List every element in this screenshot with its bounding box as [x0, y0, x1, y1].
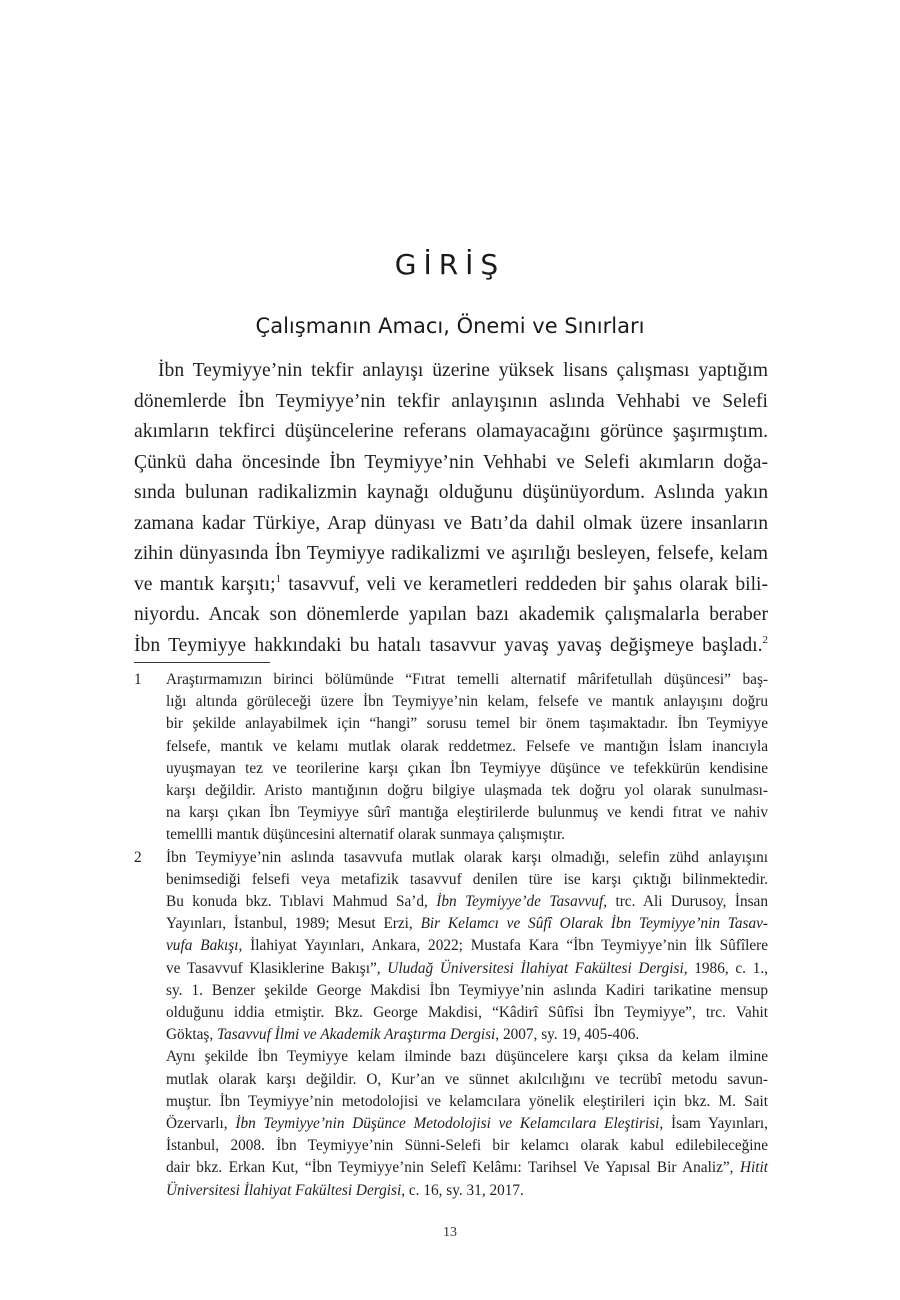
footnote-2-continuation — [134, 1046, 768, 1201]
footnote-line — [166, 1113, 768, 1135]
citation-title: İbn Teymiyye’nin Düşünce Metodolojisi ve Kelamcılara Eleştirisi, — [235, 1115, 664, 1133]
footnote-ref[interactable]: 1 — [275, 572, 282, 585]
footnotes — [134, 669, 768, 1202]
citation-text: Yayınları, İstanbul, 1989; Mesut Erzi, — [166, 915, 413, 933]
citation-title: Üniversitesi İlahiyat Fakültesi Dergisi — [166, 1181, 402, 1199]
page-number: 13 — [443, 1225, 457, 1240]
citation-text: trc. Ali Durusoy, İnsan — [615, 893, 768, 911]
body-line: niyordu. Ancak son dönemlerde yapılan bazı akademik çalışmalarla beraber — [134, 604, 768, 625]
citation-title: Hitit — [739, 1159, 769, 1177]
footnote-line: muştur. İbn Teymiyye’nin metodolojisi ve kelamcılara yönelik eleştirileri için bkz. M. Sait — [166, 1092, 768, 1110]
footnote-line: uyuşmayan tez ve teorilerine karşı çıkan İbn Teymiyye düşünce ve tefekkürün kendisine — [166, 759, 768, 777]
footnote-line: felsefe, mantık ve kelamı mutlak olarak reddetmez. Felsefe ve mantığın İslam inancıyla — [166, 737, 768, 755]
body-line-part: İbn Teymiyye hakkındaki bu hatalı tasavvur yavaş yavaş değişmeye başladı. — [134, 634, 763, 656]
footnote-line — [166, 1157, 768, 1179]
footnote-line: benimsediği felsefi veya metafizik tasavvuf denilen türe ise karşı çıktığı bilinmektedir. — [166, 870, 768, 888]
citation-text: , İlahiyat Yayınları, Ankara, 2022; Mustafa Kara “İbn Teymiyye’nin İlk Sûfîlere — [238, 937, 768, 955]
footnote-line — [166, 958, 768, 980]
body-line — [134, 570, 768, 601]
body-line: dönemlerde İbn Teymiyye’nin tekfir anlayışının aslında Vehhabi ve Selefi — [134, 390, 768, 412]
section-title: Çalışmanın Amacı, Önemi ve Sınırları — [255, 314, 645, 338]
citation-text: , 2007, sy. 19, 405-406. — [495, 1026, 640, 1044]
citation-title: Bir Kelamcı ve Sûfî Olarak İbn Teymiyye’nin Tasav- — [420, 915, 769, 933]
footnote-line: Araştırmamızın birinci bölümünde “Fıtrat temelli alternatif mârifetullah düşüncesi” baş- — [166, 671, 768, 688]
body-paragraph — [134, 356, 768, 661]
footnote-line — [166, 935, 768, 957]
footnote-line: karşı değildir. Aristo mantığının doğru bilgiye ulaşmada tek doğru yol olarak sunulması- — [166, 782, 768, 800]
body-line-part: ve mantık karşıtı; — [134, 573, 276, 595]
footnote-1 — [134, 669, 768, 847]
citation-text: İsam Yayınları, — [671, 1115, 768, 1133]
footnote-2 — [134, 847, 768, 1047]
footnote-number: 1 — [134, 671, 142, 688]
footnote-line: Aynı şekilde İbn Teymiyye kelam ilminde bazı düşüncelere karşı çıksa da kelam ilmine — [166, 1048, 768, 1066]
citation-title: vufa Bakışı — [166, 937, 239, 955]
citation-text: dair bkz. Erkan Kut, “İbn Teymiyye’nin Selefî Kelâmı: Tarihsel Ve Yapısal Bir Analiz”, — [166, 1159, 734, 1177]
citation-text: , c. 16, sy. 31, 2017. — [401, 1181, 524, 1199]
footnote-line: mutlak olarak karşı değildir. O, Kur’an ve sünnet akılcılığını ve tecrübî metodu savun- — [166, 1070, 768, 1088]
footnote-line: İstanbul, 2008. İbn Teymiyye’nin Sünni-Selefi bir kelamcı olarak kabul edilebileceğine — [166, 1137, 768, 1155]
footnote-line: na karşı çıkan İbn Teymiyye sûrî mantığa eleştirilerde bulunmuş ve kendi fıtrat ve nahiv — [166, 804, 768, 822]
footnote-line: İbn Teymiyye’nin aslında tasavvufa mutlak olarak karşı olmadığı, selefin zühd anlayışını — [166, 848, 768, 866]
footnote-line — [166, 1180, 768, 1202]
body-line: akımların tekfirci düşüncelerine referans olamayacağını görünce şaşırmıştım. — [134, 421, 768, 442]
citation-text: ve Tasavvuf Klasiklerine Bakışı”, — [166, 959, 381, 977]
footnote-line: lığı altında görüleceği üzere İbn Teymiyye’nin kelam, felsefe ve mantık anlayışını doğru — [166, 693, 768, 711]
footnote-line: bir şekilde anlayabilmek için “hangi” sorusu temel bir önem taşımaktadır. İbn Teymiyye — [166, 715, 768, 733]
body-line: İbn Teymiyye’nin tekfir anlayışı üzerine yüksek lisans çalışması yaptığım — [158, 360, 768, 381]
body-line-part: tasavvuf, veli ve kerametleri reddeden bir şahıs olarak bili- — [288, 573, 768, 595]
footnote-number: 2 — [134, 848, 142, 866]
footnote-line — [166, 891, 768, 913]
footnote-line — [166, 1024, 768, 1046]
body-line: zamana kadar Türkiye, Arap dünyası ve Batı’da dahil olmak üzere insanların — [134, 512, 768, 534]
citation-title: Tasavvuf İlmi ve Akademik Araştırma Dergisi — [217, 1026, 496, 1044]
body-line: Çünkü daha öncesinde İbn Teymiyye’nin Vehhabi ve Selefi akımların doğa- — [134, 451, 768, 473]
citation-title: Uludağ Üniversitesi İlahiyat Fakültesi Dergisi — [387, 959, 684, 977]
body-line — [134, 631, 768, 662]
footnote-ref[interactable]: 2 — [762, 633, 768, 646]
footnote-line — [166, 913, 768, 935]
citation-text: Özervarlı, — [166, 1115, 228, 1133]
citation-text: Göktaş, — [166, 1026, 214, 1044]
citation-text: Bu konuda bkz. Tıblavi Mahmud Sa’d, — [166, 893, 428, 911]
body-line: sında bulunan radikalizmin kaynağı olduğunu düşünüyordum. Aslında yakın — [134, 482, 768, 503]
footnote-line: temellli mantık düşüncesini alternatif olarak sunmaya çalışmıştır. — [166, 826, 565, 844]
body-line: zihin dünyasında İbn Teymiyye radikalizmi ve aşırılığı besleyen, felsefe, kelam — [134, 543, 768, 564]
footnote-divider — [134, 662, 270, 663]
footnote-line: sy. 1. Benzer şekilde George Makdisi İbn Teymiyye’nin aslında Kadiri tarikatine mensup — [166, 981, 768, 999]
citation-title: İbn Teymiyye’de Tasavvuf, — [436, 893, 608, 911]
citation-text: , 1986, c. 1., — [683, 959, 768, 977]
chapter-title: GİRİŞ — [394, 248, 506, 281]
footnote-line: olduğunu iddia etmiştir. Bkz. George Makdisi, “Kâdirî Sûfîsi İbn Teymiyye”, trc. Vahit — [166, 1004, 768, 1022]
